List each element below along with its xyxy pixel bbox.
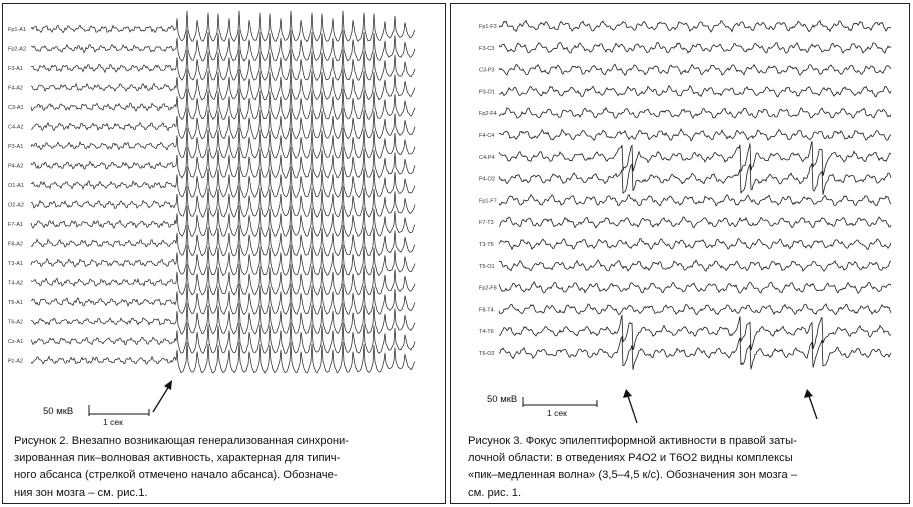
caption-line: зированная пик–волновая активность, характерная для типич- xyxy=(14,452,341,465)
lead-label: F4-C4 xyxy=(479,133,495,139)
lead-label: T5-O1 xyxy=(479,263,495,270)
lead-label: T3-A1 xyxy=(8,261,23,267)
eeg-trace xyxy=(31,284,415,315)
eeg-trace xyxy=(31,30,415,61)
lead-label: Fp2-F8 xyxy=(479,285,497,292)
eeg-trace xyxy=(499,304,891,315)
lead-label: P4-A2 xyxy=(8,163,24,170)
time-scale-label: 1 сек xyxy=(103,417,123,427)
lead-label: Fp1-F3 xyxy=(479,24,497,30)
lead-label: T5-A1 xyxy=(8,300,23,306)
lead-label: Fp1-A1 xyxy=(8,27,27,33)
caption-line: Внезапно возникающая генерализованная синхрони- xyxy=(71,435,350,447)
lead-label: Fp2-A2 xyxy=(8,46,27,53)
eeg-trace xyxy=(499,86,891,97)
eeg-trace xyxy=(31,264,415,295)
lead-label: T6-A2 xyxy=(8,319,23,326)
lead-label: C4-A2 xyxy=(8,124,24,131)
eeg-trace xyxy=(31,225,415,256)
eeg-trace xyxy=(499,337,891,370)
lead-label: C4-P4 xyxy=(479,154,495,161)
caption-prefix: Рисунок 3. xyxy=(468,435,523,447)
lead-label: Fp1-F7 xyxy=(479,198,497,205)
eeg-trace xyxy=(499,195,891,206)
eeg-trace xyxy=(31,186,415,217)
lead-label: Pz-A2 xyxy=(8,358,23,365)
eeg-trace xyxy=(31,89,415,120)
eeg-trace xyxy=(31,303,415,334)
lead-label: F8-T4 xyxy=(479,307,494,314)
lead-label: Fp2-F4 xyxy=(479,111,497,118)
lead-label: Cz-A1 xyxy=(8,339,24,345)
lead-label: C3-P3 xyxy=(479,67,495,74)
lead-label: F8-A2 xyxy=(8,241,23,248)
eeg-trace xyxy=(31,167,415,198)
eeg-trace xyxy=(31,245,415,276)
eeg-trace xyxy=(499,64,891,75)
eeg-trace xyxy=(499,141,891,176)
eeg-trace xyxy=(499,260,891,271)
time-scale-label: 1 сек xyxy=(547,408,567,418)
amplitude-scale-label: 50 мкВ xyxy=(43,406,74,417)
lead-label: F7-A1 xyxy=(8,222,23,228)
eeg-recording-figure-3 xyxy=(451,4,908,424)
eeg-trace xyxy=(31,108,415,139)
eeg-trace xyxy=(31,342,415,373)
eeg-trace xyxy=(31,69,415,100)
eeg-trace xyxy=(31,323,415,354)
figure-3-panel xyxy=(450,3,910,504)
lead-label: T4-T6 xyxy=(479,329,494,336)
lead-label: T6-O2 xyxy=(479,351,495,357)
figure-3-caption xyxy=(468,433,906,502)
eeg-trace xyxy=(31,11,415,42)
figure-2-caption xyxy=(14,433,442,502)
eeg-trace xyxy=(31,50,415,81)
eeg-trace xyxy=(499,163,891,194)
lead-label: F3-C3 xyxy=(479,45,495,52)
lead-label: T3-T5 xyxy=(479,242,494,248)
eeg-trace xyxy=(499,21,891,32)
caption-line: «пик–медленная волна» (3,5–4,5 к/с). Обозначения зон мозга – xyxy=(468,469,798,482)
lead-label: T4-A2 xyxy=(8,280,23,287)
eeg-trace xyxy=(499,129,891,141)
caption-line: лочной области: в отведениях P4O2 и T6O2 видны комплексы xyxy=(468,452,793,465)
caption-line: Фокус эпилептиформной активности в правой заты- xyxy=(525,435,797,447)
eeg-trace xyxy=(31,147,415,178)
eeg-trace xyxy=(31,128,415,159)
caption-line: ния зон мозга – см. рис.1. xyxy=(14,486,148,499)
eeg-trace xyxy=(499,315,891,350)
caption-prefix: Рисунок 2. xyxy=(14,435,69,447)
eeg-trace xyxy=(499,282,891,293)
eeg-trace xyxy=(499,239,891,250)
lead-label: C3-A1 xyxy=(8,105,24,111)
lead-label: O1-A1 xyxy=(8,183,24,189)
eeg-trace xyxy=(499,217,891,228)
lead-label: P4-O2 xyxy=(479,176,495,183)
eeg-trace xyxy=(499,108,891,119)
figure-2-panel xyxy=(2,3,446,504)
eeg-recording-figure-2 xyxy=(3,4,444,424)
lead-label: F7-T3 xyxy=(479,220,494,227)
lead-label: F4-A2 xyxy=(8,85,23,92)
eeg-trace xyxy=(31,206,415,237)
lead-label: F3-A1 xyxy=(8,66,23,72)
amplitude-scale-label: 50 мкВ xyxy=(487,394,518,405)
lead-label: P3-O1 xyxy=(479,89,495,96)
caption-line: см. рис. 1. xyxy=(468,486,522,499)
lead-label: P3-A1 xyxy=(8,144,24,150)
caption-line: ного абсанса (стрелкой отмечено начало абсанса). Обозначе- xyxy=(14,469,338,482)
lead-label: O2-A2 xyxy=(8,202,24,209)
eeg-trace xyxy=(499,42,891,53)
